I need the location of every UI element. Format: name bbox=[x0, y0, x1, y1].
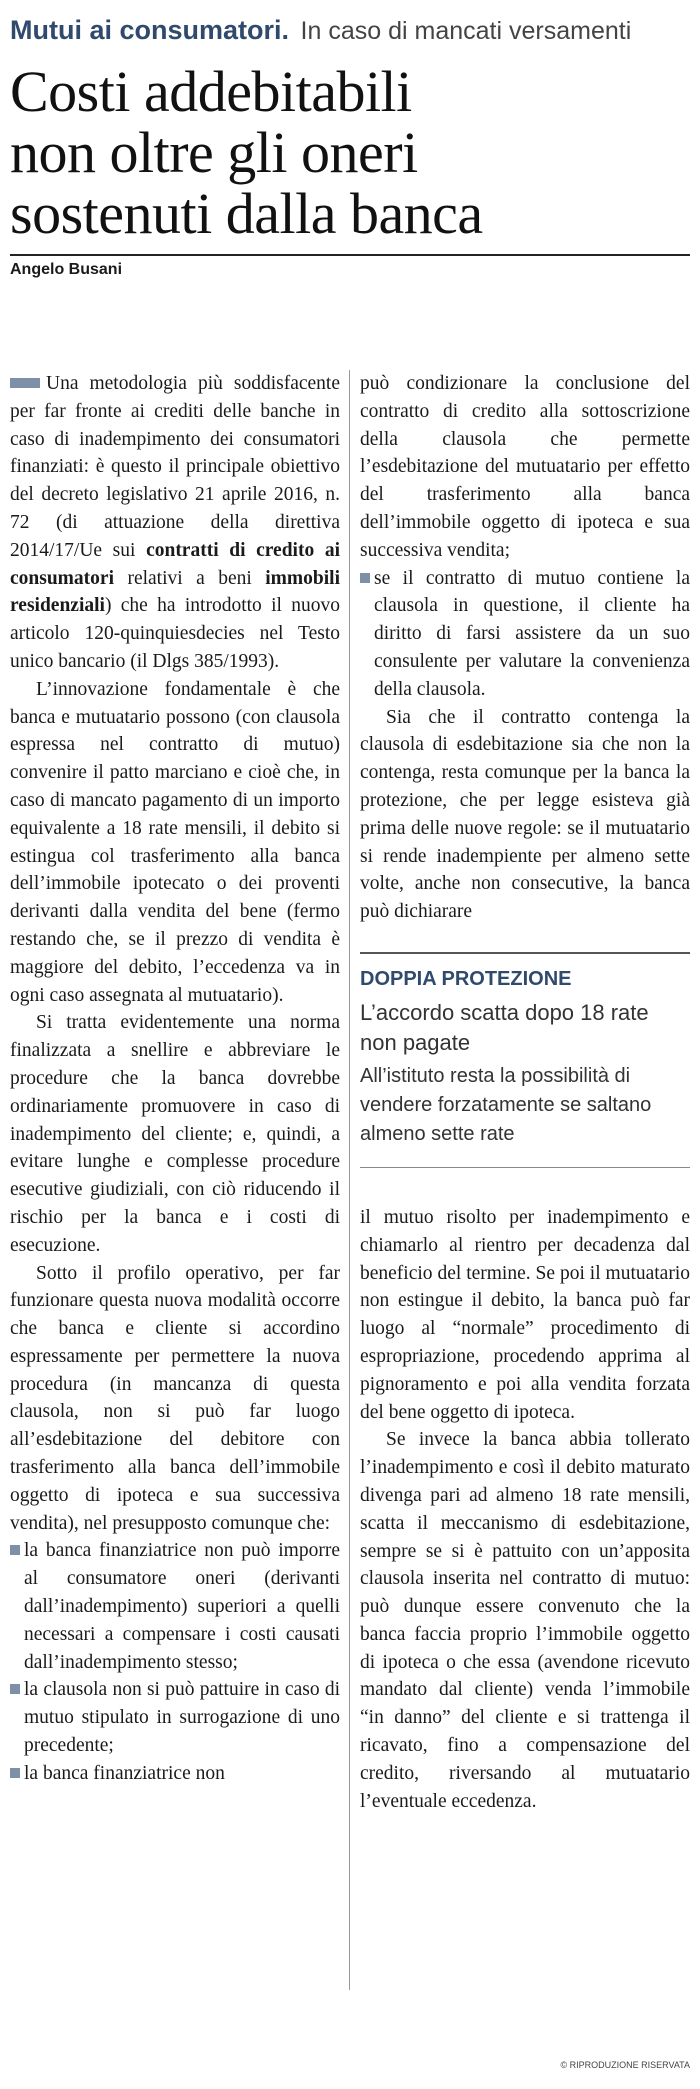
kicker bbox=[10, 0, 690, 49]
paragraph: può condizionare la conclusione del contratto di credito alla sottoscrizione della clausola che permette l’esdebitazione del mutuatario per effetto del trasferimento alla banca dell’immobile oggetto di ipoteca e sua successiva vendita; bbox=[360, 373, 690, 561]
paragraph: Sia che il contratto contenga la clausola di esdebitazione sia che non la contenga, resta comunque per la banca la protezione, che per legge esisteva già prima delle nuove regole: se il mutuatario si rende inadempiente per almeno sette volte, anche non consecutive, la banca può dichiarare bbox=[360, 706, 690, 923]
bullet-item: la banca finanziatrice non può imporre al consumatore oneri (derivanti dall’inadempimento) superiori a quelli necessari a compensare i costi causati dall’inadempimento stesso; bbox=[10, 1537, 340, 1676]
byline: Angelo Busani bbox=[10, 261, 123, 278]
square-bullet-icon bbox=[10, 1545, 20, 1555]
column-divider bbox=[349, 370, 350, 1990]
box-subtitle: L’accordo scatta dopo 18 rate non pagate bbox=[360, 999, 649, 1055]
headline-line-3: sostenuti dalla banca bbox=[10, 181, 483, 246]
headline-line-2: non oltre gli oneri bbox=[10, 120, 418, 185]
paragraph: Sotto il profilo operativo, per far funzionare questa nuova modalità occorre che banca e cliente si accordino espressamente per permettere la nuova procedura (in mancanza di questa clausola, non si può far luogo all’esdebitazione del debitore con trasferimento alla banca dell’immobile oggetto di ipoteca e sua successiva vendita), nel presupposto comunque che: bbox=[10, 1262, 340, 1534]
square-bullet-icon bbox=[360, 573, 370, 583]
paragraph: L’innovazione fondamentale è che banca e mutuatario possono (con clausola espressa nel contratto di mutuo) convenire il patto marciano e cioè che, in caso di mancato pagamento di un importo equivalente a 18 rate mensili, il debito si estingua col trasferimento alla banca dell’immobile ipotecato o dei proventi derivanti dalla vendita del bene (fermo restando che, se il prezzo di vendita è maggiore del debito, l’eccedenza va in ogni caso assegnata al mutuatario). bbox=[10, 678, 340, 1006]
paragraph: Se invece la banca abbia tollerato l’inadempimento e così il debito maturato divenga pari ad almeno 18 rate mensili, scatta il meccanismo di esdebitazione, sempre se si è pattuito con un’apposita clausola inserita nel contratto di mutuo: può dunque essere convenuto che la banca faccia proprio l’immobile oggetto di ipoteca o che essa (avendone ricevuto mandato dal cliente) venda l’immobile “in danno” del cliente e si trattenga il ricavato, fino a compensazione del credito, riversando al mutuatario l’eventuale eccedenza. bbox=[360, 1429, 690, 1812]
headline-line-1: Costi addebitabili bbox=[10, 59, 412, 124]
headline bbox=[10, 61, 690, 244]
article-body bbox=[10, 370, 690, 2070]
bullet-item: la clausola non si può pattuire in caso di mutuo stipulato in surrogazione di uno precedente; bbox=[10, 1676, 340, 1759]
box-title: DOPPIA PROTEZIONE bbox=[360, 967, 572, 990]
kicker-subtitle: In caso di mancati versamenti bbox=[300, 17, 632, 45]
square-bullet-icon bbox=[10, 1684, 20, 1694]
article-page bbox=[10, 0, 690, 2089]
pull-quote-box bbox=[360, 952, 690, 1168]
kicker-topic: Mutui ai consumatori. bbox=[10, 15, 290, 45]
paragraph: il mutuo risolto per inadempimento e chiamarlo al rientro per decadenza dal beneficio del termine. Se poi il mutuatario non estingue il debito, la banca può far luogo al “normale” procedimento di espropriazione, procedendo apprima al pignoramento e poi alla vendita forzata del bene oggetto di ipoteca. bbox=[360, 1206, 690, 1423]
lead-marker-icon bbox=[10, 378, 40, 388]
square-bullet-icon bbox=[10, 1768, 20, 1778]
left-column bbox=[10, 370, 340, 1788]
paragraph: Si tratta evidentemente una norma finalizzata a snellire e abbreviare le procedure che la banca dovrebbe ordinariamente promuovere in caso di inadempimento del cliente; e, quindi, a evitare lunghe e complesse procedure esecutive giudiziali, con ciò riducendo il rischio per la banca e i costi di esecuzione. bbox=[10, 1012, 340, 1256]
bullet-item: se il contratto di mutuo contiene la clausola in questione, il cliente ha diritto di farsi assistere da un suo consulente per valutare la convenienza della clausola. bbox=[360, 565, 690, 704]
right-column bbox=[360, 370, 690, 1815]
bullet-item: la banca finanziatrice non bbox=[10, 1760, 340, 1788]
copyright-notice: © RIPRODUZIONE RISERVATA bbox=[560, 2060, 690, 2070]
lead-paragraph: Una metodologia più soddisfacente per far fronte ai crediti delle banche in caso di inadempimento dei consumatori finanziati: è questo il principale obiettivo del decreto legislativo 21 aprile 2016, n. 72 (di attuazione della direttiva 2014/17/Ue sui contratti di credito ai consumatori relativi a beni immobili residenziali) che ha introdotto il nuovo articolo 120-quinquiesdecies nel Testo unico bancario (il Dlgs 385/1993). bbox=[10, 373, 340, 672]
box-text: All’istituto resta la possibilità di vendere forzatamente se saltano almeno sette rate bbox=[360, 1064, 652, 1145]
